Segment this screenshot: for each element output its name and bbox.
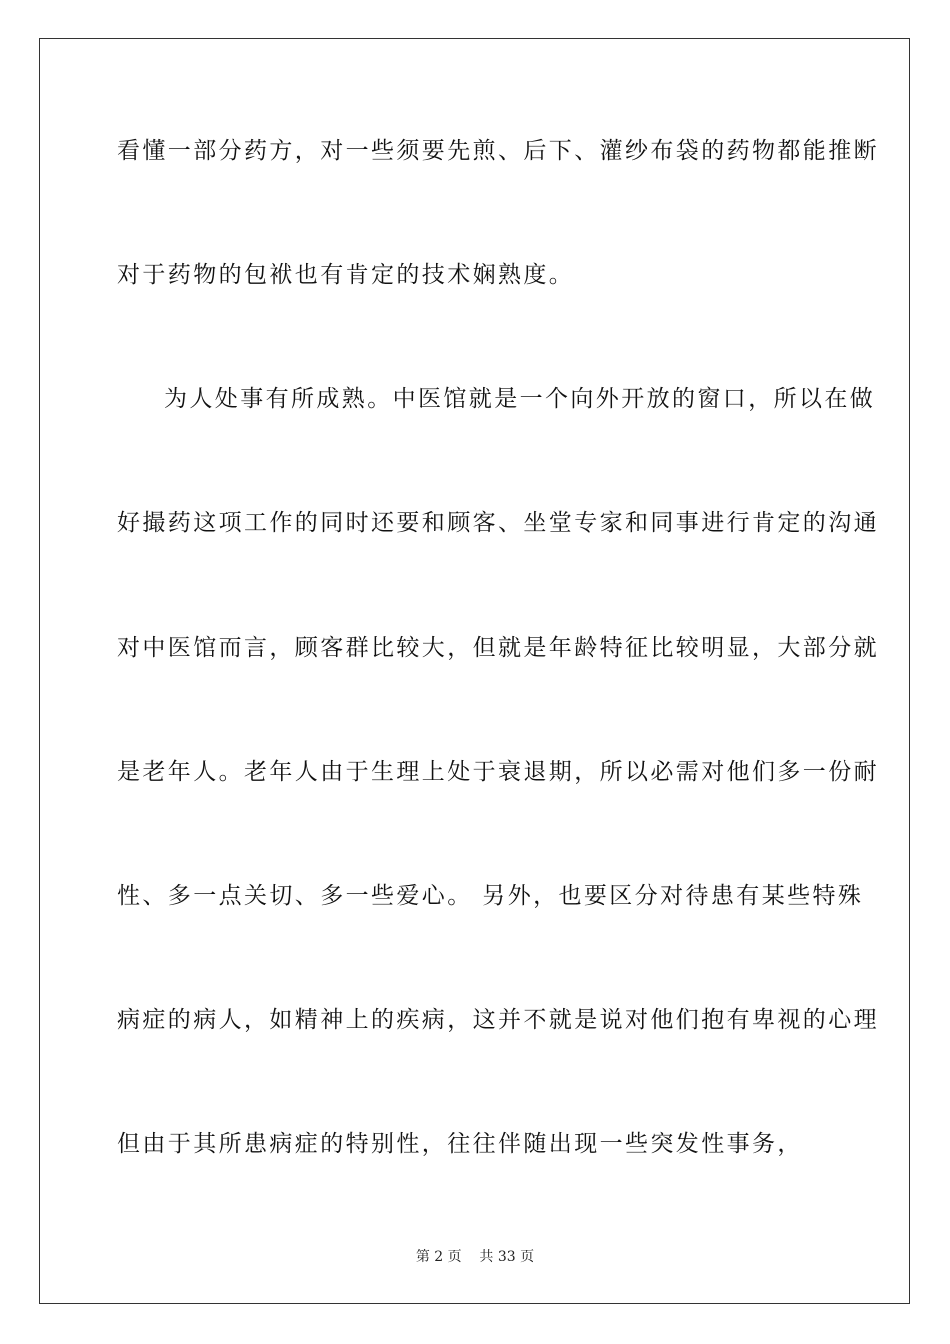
text-line: 为人处事有所成熟。中医馆就是一个向外开放的窗口，所以在做 xyxy=(164,386,876,412)
text-line: 看懂一部分药方，对一些须要先煎、后下、灌纱布袋的药物都能推断 xyxy=(117,138,879,164)
text-line: 性、多一点关切、多一些爱心。 另外，也要区分对待患有某些特殊 xyxy=(117,883,864,909)
page-number: 第 2 页 共 33 页 xyxy=(415,1249,535,1265)
text-line: 是老年人。老年人由于生理上处于衰退期，所以必需对他们多一份耐 xyxy=(117,759,879,785)
page-frame xyxy=(39,38,910,1304)
text-line: 对中医馆而言，顾客群比较大，但就是年龄特征比较明显，大部分就 xyxy=(117,635,879,661)
text-line: 好撮药这项工作的同时还要和顾客、坐堂专家和同事进行肯定的沟通 xyxy=(117,510,879,536)
text-line: 对于药物的包袱也有肯定的技术娴熟度。 xyxy=(117,262,575,288)
text-line: 但由于其所患病症的特别性，往往伴随出现一些突发性事务， xyxy=(117,1131,803,1157)
page-footer xyxy=(0,1248,950,1266)
text-line: 病症的病人，如精神上的疾病，这并不就是说对他们抱有卑视的心理 xyxy=(117,1007,879,1033)
